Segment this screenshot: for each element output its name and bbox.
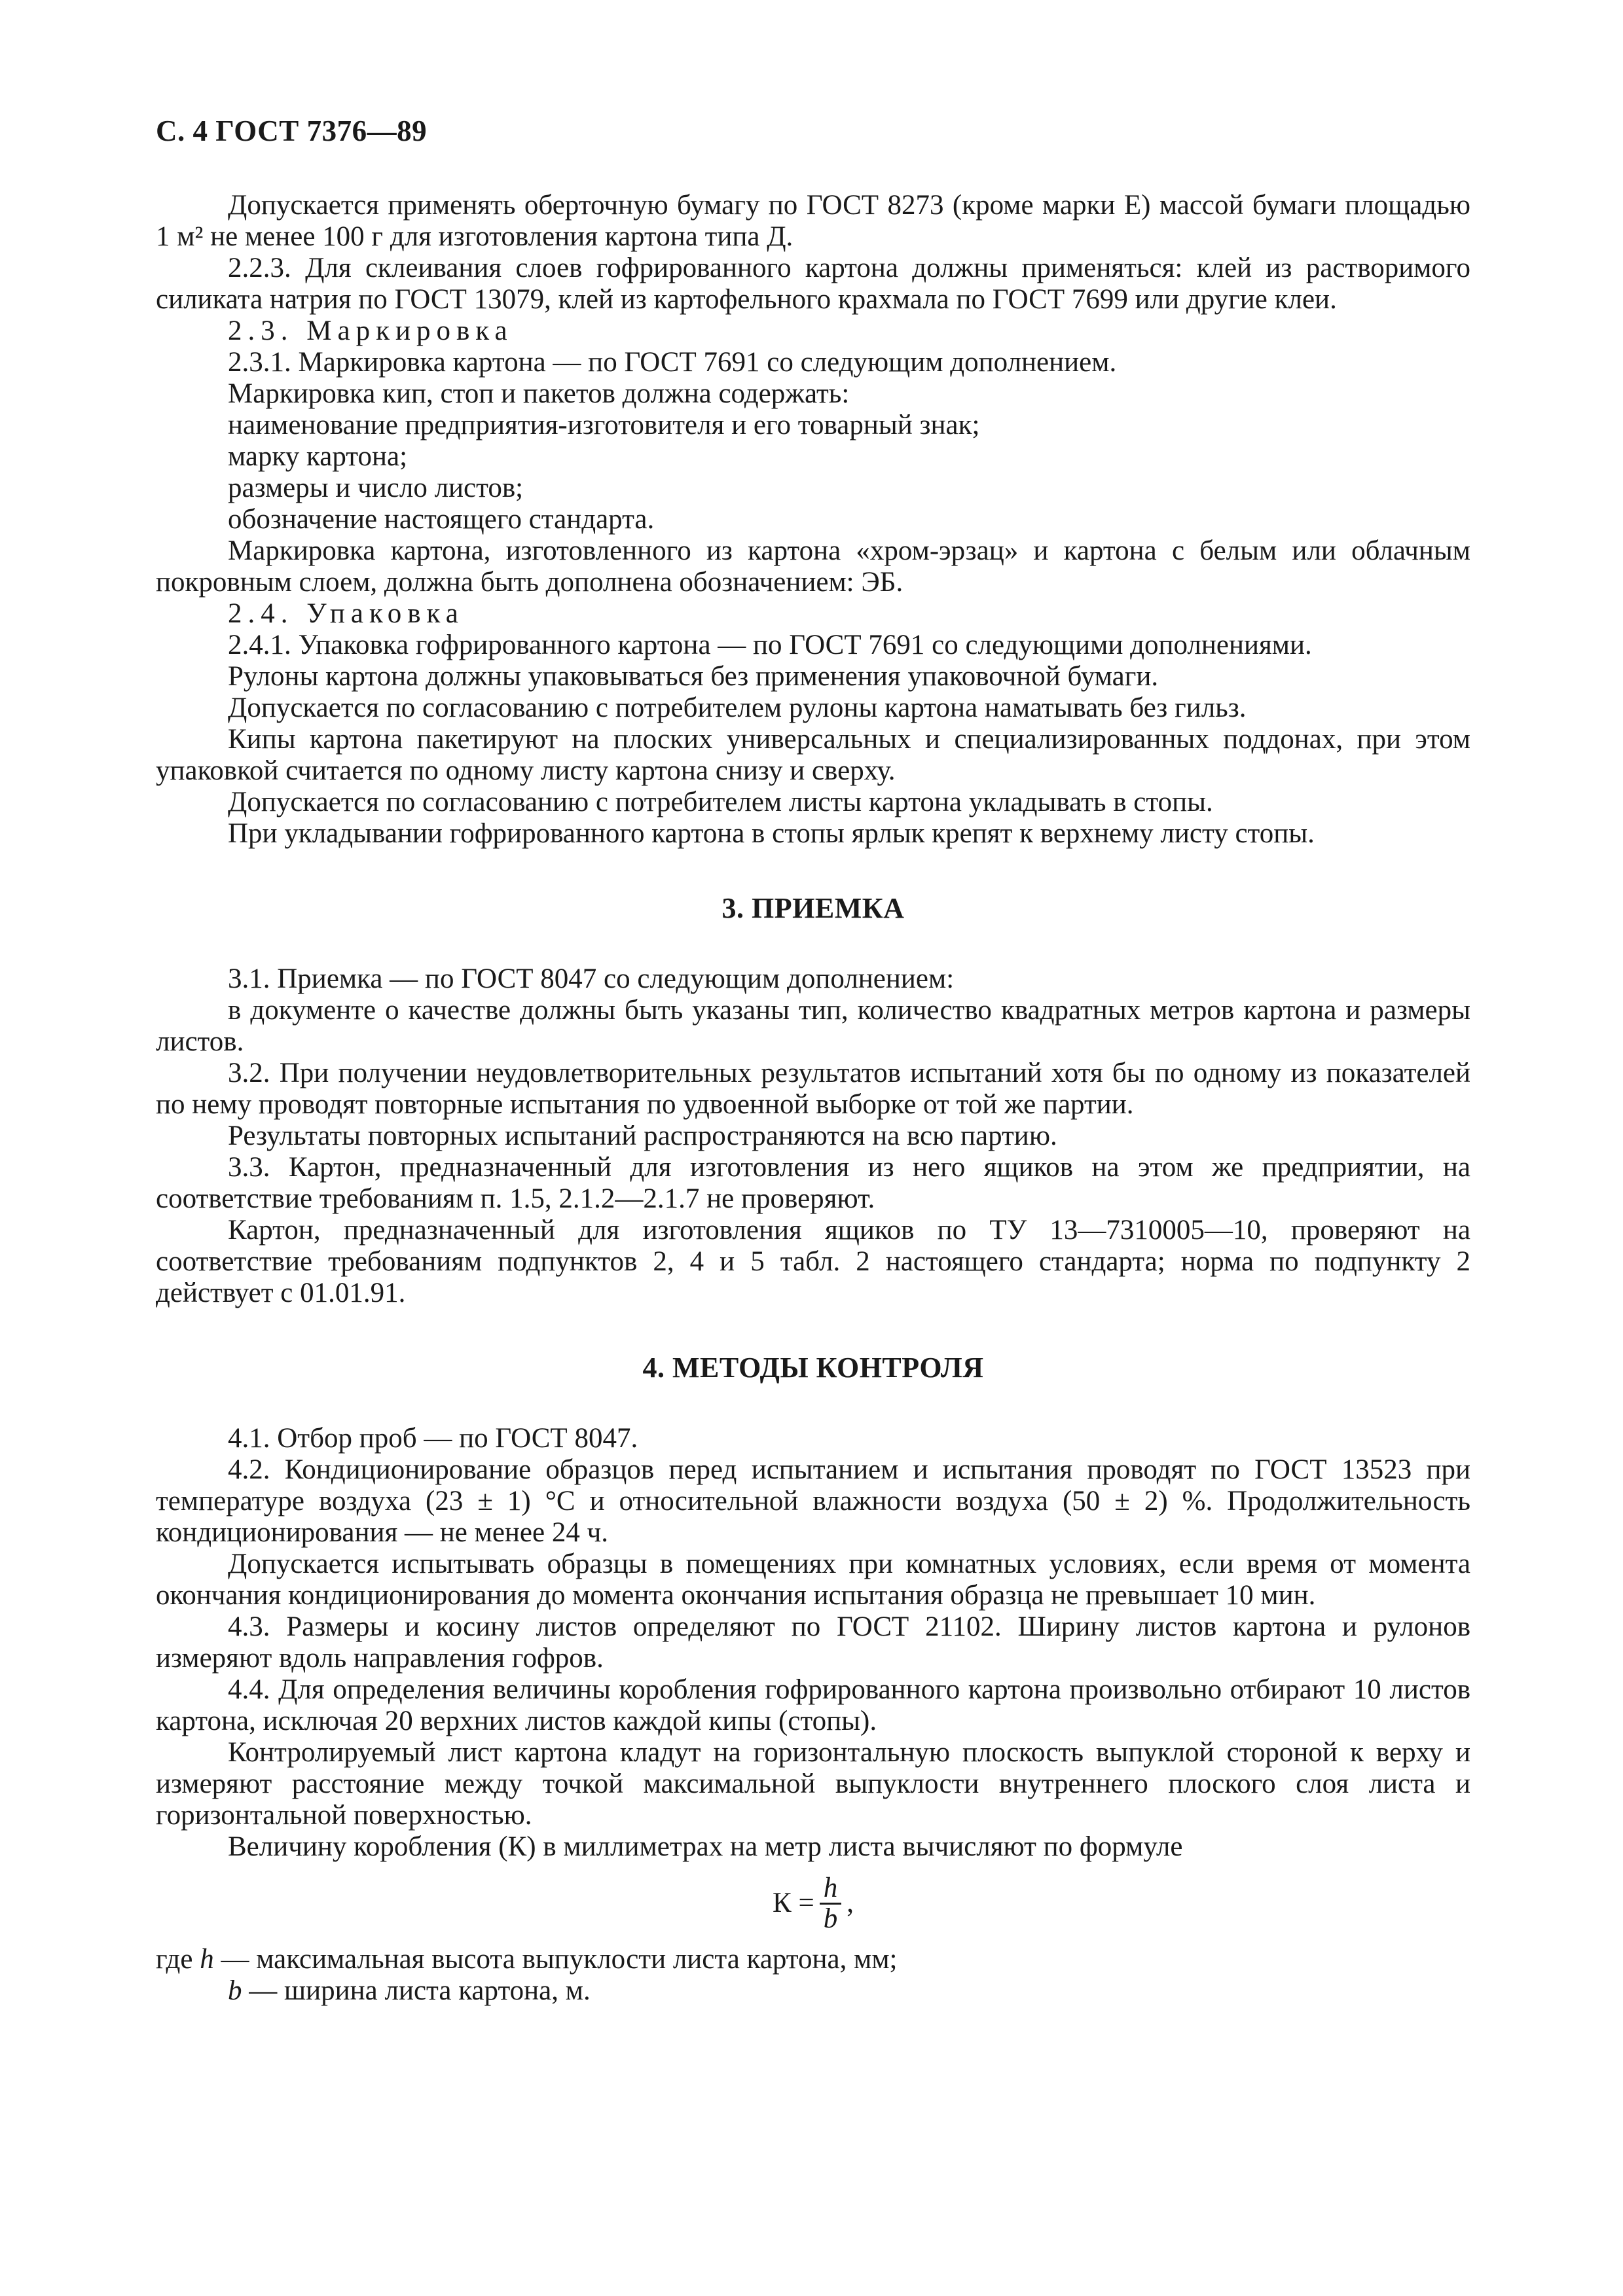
formula-numerator: h — [820, 1874, 842, 1905]
paragraph: Рулоны картона должны упаковываться без применения упаковочной бумаги. — [228, 661, 1159, 692]
paragraph: Маркировка картона, изготовленного из картона «хром-эрзац» и картона с белым или облачным покровным слоем, должна быть дополнена обозначением: ЭБ. — [156, 535, 1470, 598]
legend-symbol: b — [228, 1975, 242, 2006]
paragraph: Допускается по согласованию с потребителем листы картона укладывать в стопы. — [228, 787, 1213, 817]
paragraph: 3.1. Приемка — по ГОСТ 8047 со следующим дополнением: — [228, 963, 955, 994]
paragraph: Допускается испытывать образцы в помещениях при комнатных условиях, если время от момента окончания кондиционирования до момента окончания испытания образца не превышает 10 мин. — [156, 1549, 1470, 1611]
paragraph: 4.2. Кондиционирование образцов перед испытанием и испытания проводят по ГОСТ 13523 при температуре воздуха (23 ± 1) °С и относительной влажности воздуха (50 ± 2) %. Продолжительность кондиционирования — не менее 24 ч. — [156, 1454, 1470, 1548]
subsection-heading-packaging: 2.4. Упаковка — [228, 598, 464, 629]
legend-symbol: h — [200, 1944, 214, 1975]
warp-formula — [156, 1872, 1470, 1935]
paragraph: При укладывании гофрированного картона в стопы ярлык крепят к верхнему листу стопы. — [228, 818, 1315, 849]
paragraph: Контролируемый лист картона кладут на горизонтальную плоскость выпуклой стороной к верху и измеряют расстояние между точкой максимальной выпуклости внутреннего плоского слоя листа и горизонтальной поверхностью. — [156, 1737, 1470, 1831]
formula-legend-h — [156, 1944, 1470, 1975]
list-item: размеры и число листов; — [228, 473, 524, 503]
formula-tail: , — [847, 1888, 854, 1918]
paragraph: Величину коробления (К) в миллиметрах на метр листа вычисляют по формуле — [228, 1831, 1183, 1862]
paragraph: Маркировка кип, стоп и пакетов должна содержать: — [228, 378, 850, 409]
paragraph: Кипы картона пакетируют на плоских универсальных и специализированных поддонах, при этом упаковкой считается по одному листу картона снизу и сверху. — [156, 724, 1470, 786]
paragraph: 2.4.1. Упаковка гофрированного картона — по ГОСТ 7691 со следующими дополнениями. — [228, 630, 1312, 660]
list-item: обозначение настоящего стандарта. — [228, 504, 655, 535]
list-item: наименование предприятия-изготовителя и его товарный знак; — [228, 410, 980, 440]
page-header: С. 4 ГОСТ 7376—89 — [156, 115, 428, 147]
legend-prefix: где — [156, 1944, 200, 1975]
paragraph: 4.4. Для определения величины коробления гофрированного картона произвольно отбирают 10 листов картона, исключая 20 верхних листов каждой кипы (стопы). — [156, 1674, 1470, 1736]
legend-text: — максимальная высота выпуклости листа картона, мм; — [213, 1944, 898, 1975]
formula-denominator: b — [823, 1903, 838, 1934]
section-title-acceptance: 3. ПРИЕМКА — [721, 892, 905, 924]
paragraph: Картон, предназначенный для изготовления ящиков по ТУ 13—7310005—10, проверяют на соответствие требованиям подпунктов 2, 4 и 5 табл. 2 настоящего стандарта; норма по подпункту 2 действует с 01.01.91. — [156, 1215, 1470, 1308]
paragraph: 3.2. При получении неудовлетворительных результатов испытаний хотя бы по одному из показателей по нему проводят повторные испытания по удвоенной выборке от той же партии. — [156, 1058, 1470, 1120]
paragraph: 3.3. Картон, предназначенный для изготовления из него ящиков на этом же предприятии, на соответствие требованиям п. 1.5, 2.1.2—2.1.7 не проверяют. — [156, 1152, 1470, 1214]
paragraph: Допускается по согласованию с потребителем рулоны картона наматывать без гильз. — [228, 692, 1247, 723]
formula-legend-b — [156, 1975, 1470, 2007]
subsection-heading-marking: 2.3. Маркировка — [228, 315, 513, 346]
paragraph: Результаты повторных испытаний распространяются на всю партию. — [228, 1121, 1057, 1151]
paragraph: 4.3. Размеры и косину листов определяют по ГОСТ 21102. Ширину листов картона и рулонов измеряют вдоль направления гофров. — [156, 1611, 1470, 1674]
paragraph: 2.3.1. Маркировка картона — по ГОСТ 7691 со следующим дополнением. — [228, 347, 1117, 378]
formula-lhs: К = — [773, 1888, 814, 1918]
formula-fraction — [820, 1874, 842, 1933]
paragraph: 4.1. Отбор проб — по ГОСТ 8047. — [228, 1423, 638, 1454]
paragraph: 2.2.3. Для склеивания слоев гофрированного картона должны применяться: клей из растворимого силиката натрия по ГОСТ 13079, клей из картофельного крахмала по ГОСТ 7699 или другие клеи. — [156, 253, 1470, 315]
paragraph: Допускается применять оберточную бумагу по ГОСТ 8273 (кроме марки Е) массой бумаги площадью 1 м² не менее 100 г для изготовления картона типа Д. — [156, 190, 1470, 252]
legend-text: — ширина листа картона, м. — [242, 1975, 591, 2006]
paragraph: в документе о качестве должны быть указаны тип, количество квадратных метров картона и размеры листов. — [156, 995, 1470, 1057]
list-item: марку картона; — [228, 441, 408, 472]
section-title-control-methods: 4. МЕТОДЫ КОНТРОЛЯ — [642, 1352, 984, 1384]
document-body — [156, 190, 1470, 2007]
